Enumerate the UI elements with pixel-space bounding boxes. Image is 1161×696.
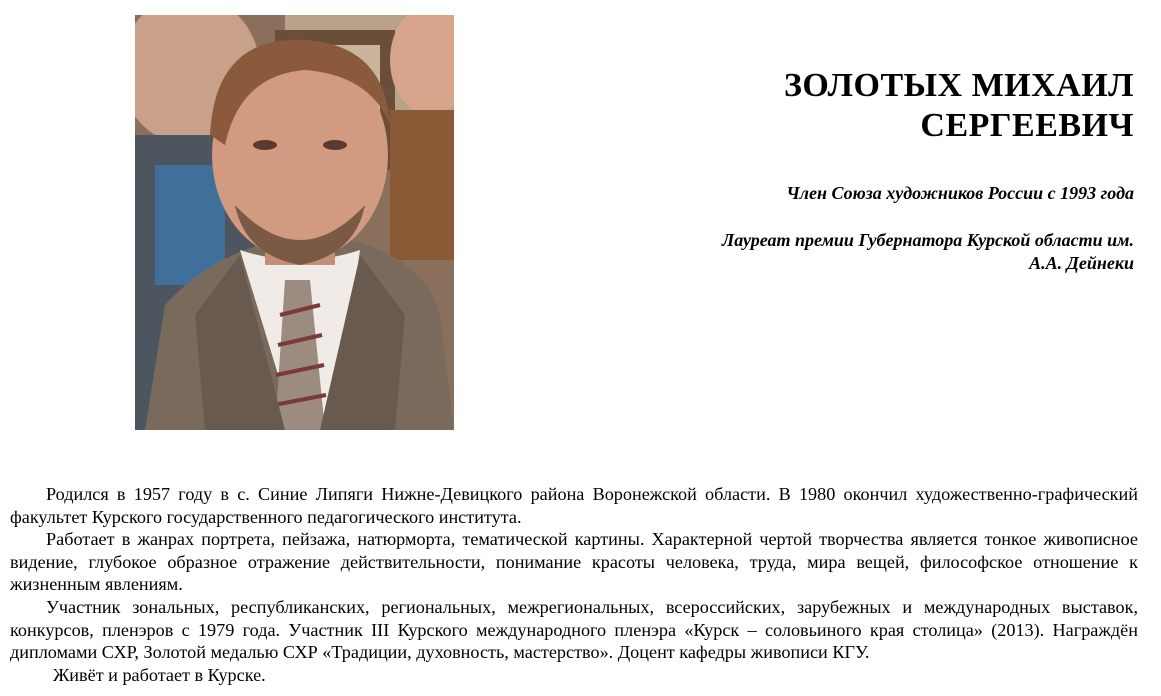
artist-name-line1: ЗОЛОТЫХ МИХАИЛ xyxy=(783,67,1134,104)
biography-paragraph: Участник зональных, республиканских, региональных, межрегиональных, всероссийских, зарубежных и международных выставок, конкурсов, пленэров с 1979 года. Участник III Курского международного пленэра «Курск – соловьиного края столица» (2013). Награждён дипломами СХР, Золотой медалью СХР «Традиции, духовность, мастерство». Доцент кафедры живописи КГУ. xyxy=(10,596,1138,663)
artist-name xyxy=(574,66,1134,146)
artist-header xyxy=(574,66,1134,275)
laureate-line1: Лауреат премии Губернатора Курской области им. xyxy=(721,230,1134,250)
artist-name-line2: СЕРГЕЕВИЧ xyxy=(920,107,1134,144)
membership-note: Член Союза художников России с 1993 года xyxy=(786,183,1134,203)
laureate-note xyxy=(574,229,1134,275)
biography-paragraph: Работает в жанрах портрета, пейзажа, натюрморта, тематической картины. Характерной чертой творчества является тонкое живописное видение, глубокое образное отражение действительности, понимание красоты человека, труда, мира вещей, философское отношение к жизненным явлениям. xyxy=(10,529,1138,595)
artist-portrait-photo xyxy=(135,15,454,430)
biography-paragraph: Родился в 1957 году в с. Синие Липяги Нижне-Девицкого района Воронежской области. В 1980 окончил художественно-графический факультет Курского государственного педагогического института. xyxy=(10,484,1138,527)
laureate-line2: А.А. Дейнеки xyxy=(1029,253,1134,273)
biography-paragraph: Живёт и работает в Курске. xyxy=(53,664,266,685)
biography xyxy=(10,483,1138,686)
